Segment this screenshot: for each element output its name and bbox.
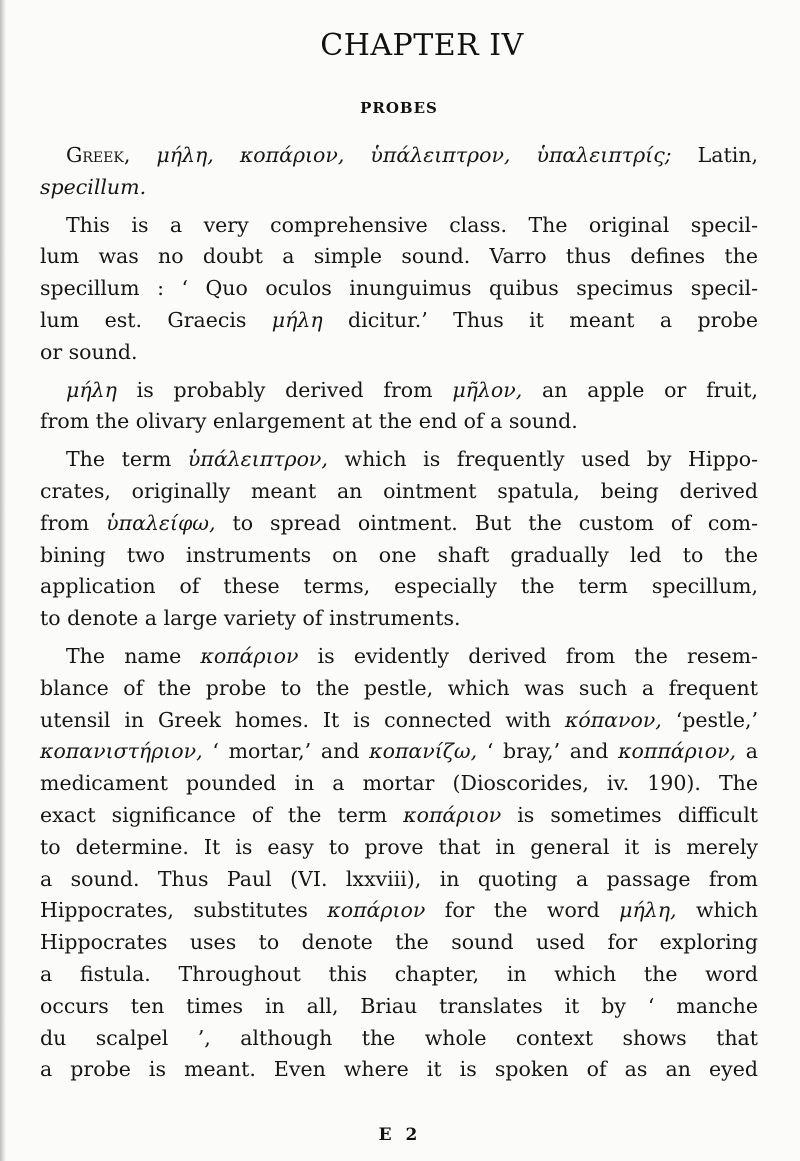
text-line: blance of the probe to the pestle, which was such a frequent [40, 675, 758, 700]
text-run: utensil in Greek homes. It is connected with [40, 707, 565, 732]
text-run: ‘pestle,’ [661, 707, 758, 732]
paragraph-meli-derivation [40, 375, 758, 439]
paragraph-comprehensive-class [40, 210, 758, 369]
text-line: du scalpel ’, although the whole context shows that [40, 1025, 758, 1050]
paragraph-hypaleiptron [40, 444, 758, 635]
signature-mark: E 2 [378, 1125, 422, 1145]
text-line [40, 508, 758, 540]
text-run: which is frequently used by Hippo- [327, 447, 758, 472]
greek-word: κοπανιστήριον, [40, 739, 203, 764]
text-line: a probe is meant. Even where it is spoken of as an eyed [40, 1057, 758, 1082]
text-line: occurs ten times in all, Briau translates it by ‘ manche [40, 993, 758, 1018]
page-edge-shadow [0, 0, 6, 1161]
greek-word: μήλη, [619, 898, 677, 923]
text-line: to denote a large variety of instruments. [40, 606, 461, 631]
text-line: to determine. It is easy to prove that in general it is merely [40, 834, 758, 859]
text-line [40, 800, 758, 832]
latin-label: Latin, [671, 143, 758, 167]
text-run: Hippocrates, substitutes [40, 898, 328, 923]
text-run: an apple or fruit, [522, 377, 758, 402]
greek-word: μήλη [271, 307, 323, 332]
text-run: The term [66, 447, 188, 472]
greek-word: κόπανον, [564, 707, 662, 732]
greek-label: Greek, [66, 143, 131, 167]
text-run: from [40, 510, 107, 535]
text-line: lum was no doubt a simple sound. Varro thus defines the [40, 244, 758, 269]
paragraph-koparion [40, 641, 758, 1086]
chapter-title: CHAPTER IV [320, 28, 524, 63]
text-line: application of these terms, especially the term specillum, [40, 574, 758, 599]
greek-word: μήλη [66, 377, 117, 402]
text-line: bining two instruments on one shaft gradually led to the [40, 542, 758, 567]
text-line: crates, originally meant an ointment spatula, being derived [40, 478, 758, 503]
text-line: medicament pounded in a mortar (Dioscorides, iv. 190). The [40, 771, 758, 796]
text-line [40, 641, 758, 673]
greek-word: κοπάριον [327, 898, 426, 923]
page-content [40, 22, 758, 1086]
text-run: is evidently derived from the resem- [298, 643, 758, 668]
text-line: This is a very comprehensive class. The original specil- [66, 212, 758, 237]
text-line [40, 305, 758, 337]
text-line [40, 444, 758, 476]
text-run: is probably derived from [116, 377, 453, 402]
greek-word: ὑπάλειπτρον, [187, 447, 328, 472]
text-run: to spread ointment. But the custom of com- [215, 510, 759, 535]
greek-terms: μήλη, κοπάριον, ὑπάλειπτρον, ὑπαλειπτρίς; [130, 143, 672, 167]
text-run: ‘ mortar,’ and [202, 739, 370, 764]
text-run: which [676, 898, 758, 923]
text-run: lum est. Graecis [40, 307, 272, 332]
text-line [40, 895, 758, 927]
text-line [40, 736, 758, 768]
greek-word: μῆλον, [452, 377, 523, 402]
greek-word: κοπάριον [403, 802, 502, 827]
paragraph-greek-latin-terms [40, 140, 758, 204]
text-line [40, 140, 758, 172]
text-line: a sound. Thus Paul (VI. lxxviii), in quoting a passage from [40, 866, 758, 891]
section-title: PROBES [360, 99, 438, 117]
text-line: Hippocrates uses to denote the sound used for exploring [40, 930, 758, 955]
text-run: a [736, 739, 758, 764]
greek-word: κοπάριον [200, 643, 299, 668]
greek-word: ὑπαλείφω, [106, 510, 216, 535]
text-line [40, 705, 758, 737]
text-run: ‘ bray,’ and [477, 739, 619, 764]
greek-word: κοπανίζω, [369, 739, 478, 764]
text-run: exact significance of the term [40, 802, 404, 827]
text-line: or sound. [40, 339, 138, 364]
text-run: dicitur.’ Thus it meant a probe [322, 307, 758, 332]
text-run: The name [66, 643, 201, 668]
text-line [40, 375, 758, 407]
latin-term: specillum. [40, 174, 147, 199]
text-line: specillum : ‘ Quo oculos inunguimus quibus specimus specil- [40, 276, 758, 301]
text-line: from the olivary enlargement at the end of a sound. [40, 409, 578, 434]
text-run: is sometimes difficult [501, 802, 758, 827]
text-run: for the word [425, 898, 620, 923]
text-line: a fistula. Throughout this chapter, in which the word [40, 961, 758, 986]
greek-word: κοππάριον, [618, 739, 737, 764]
